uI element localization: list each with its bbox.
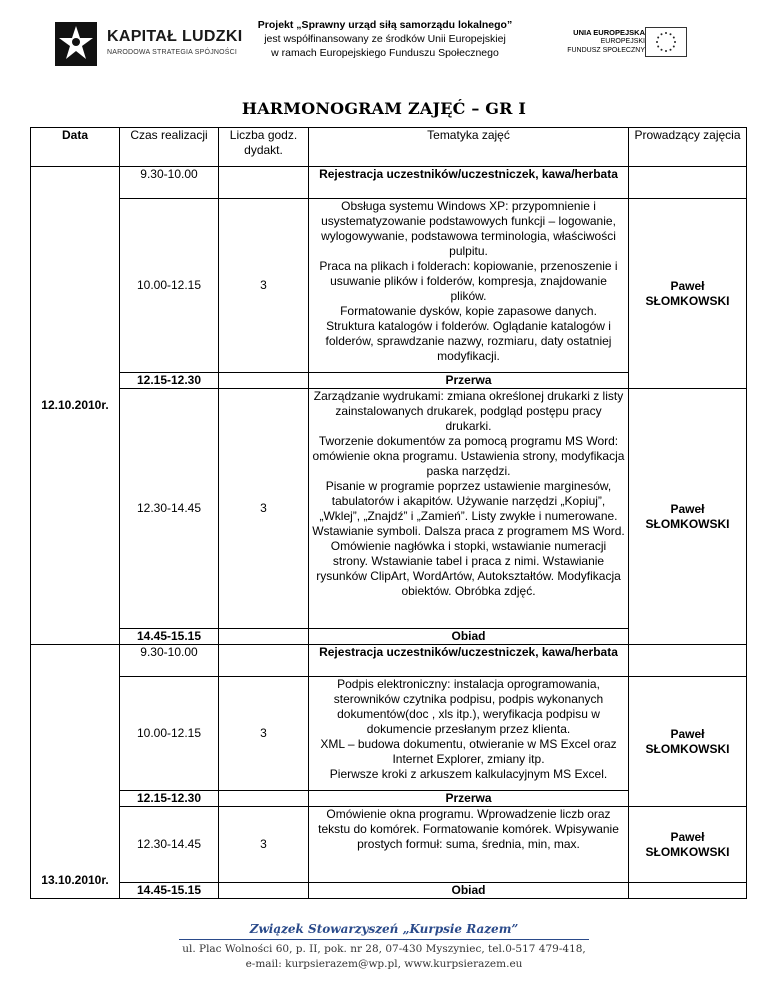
table-row <box>31 807 747 883</box>
project-line-2: jest współfinansowany ze środków Unii Europejskiej <box>264 33 506 45</box>
hours-cell: 3 <box>219 807 309 883</box>
time-cell: 10.00-12.15 <box>120 677 219 791</box>
instructor-cell: Paweł SŁOMKOWSKI <box>629 807 747 883</box>
header-czas: Czas realizacji <box>120 128 219 167</box>
table-row <box>31 677 747 791</box>
footer-organization: Związek Stowarzyszeń „Kurpsie Razem” <box>249 922 519 936</box>
footer-contact: e-mail: kurpsierazem@wp.pl, www.kurpsierazem.eu <box>245 958 523 970</box>
time-cell: 12.30-14.45 <box>120 389 219 629</box>
eu-line-1: UNIA EUROPEJSKA <box>573 28 645 37</box>
footer-divider <box>179 939 589 940</box>
time-cell: 9.30-10.00 <box>120 645 219 677</box>
project-name: Projekt „Sprawny urząd siłą samorządu lokalnego” <box>257 19 513 31</box>
page-title: HARMONOGRAM ZAJĘĆ – GR I <box>241 99 527 118</box>
project-info <box>240 18 530 60</box>
kapital-ludzki-title: KAPITAŁ LUDZKI <box>107 28 243 45</box>
instructor-cell: Paweł SŁOMKOWSKI <box>629 677 747 807</box>
kapital-ludzki-subtitle: NARODOWA STRATEGIA SPÓJNOŚCI <box>107 49 238 56</box>
hours-cell <box>219 883 309 899</box>
table-row <box>31 389 747 629</box>
topic-cell: Omówienie okna programu. Wprowadzenie liczb oraz tekstu do komórek. Formatowanie komórek. Wpisywanie prostych formuł: suma, średnia, min, max. <box>309 807 629 883</box>
table-row <box>31 199 747 373</box>
project-line-3: w ramach Europejskiego Funduszu Społecznego <box>271 47 499 59</box>
time-cell: 12.30-14.45 <box>120 807 219 883</box>
time-cell: 14.45-15.15 <box>120 629 219 645</box>
header-liczba-godz: Liczba godz. dydakt. <box>219 128 309 167</box>
hours-cell <box>219 645 309 677</box>
topic-cell: Obsługa systemu Windows XP: przypomnienie i usystematyzowanie podstawowych funkcji – logowanie, wylogowywanie, podstawowa terminologia, właściwości pulpitu. Praca na plikach i folderach: kopiowanie, przenoszenie i usuwanie plików i folderów, kompresja, znajdowanie plików. Formatowanie dysków, kopie zapasowe danych. Struktura katalogów i folderów. Oglądanie katalogów i folderów, sprawdzanie nazwy, rozmiaru, daty ostatniej modyfikacji. <box>309 199 629 373</box>
kapital-ludzki-logo <box>55 18 255 78</box>
eu-label <box>545 28 645 55</box>
table-row <box>31 167 747 199</box>
time-cell: 9.30-10.00 <box>120 167 219 199</box>
eu-line-2: EUROPEJSKI <box>600 38 645 45</box>
instructor-cell <box>629 167 747 199</box>
instructor-cell: Paweł SŁOMKOWSKI <box>629 389 747 645</box>
page-footer <box>0 922 768 972</box>
time-cell: 12.15-12.30 <box>120 791 219 807</box>
header-data: Data <box>31 128 120 167</box>
topic-cell: Przerwa <box>309 373 629 389</box>
topic-cell: Zarządzanie wydrukami: zmiana określonej drukarki z listy zainstalowanych drukarek, podgląd postępu pracy drukarki. Tworzenie dokumentów za pomocą programu MS Word: omówienie okna programu. Ustawienia strony, modyfikacja paska narzędzi. Pisanie w programie poprzez ustawienie marginesów, tabulatorów i akapitów. Używanie narzędzi „Kopiuj”, „Wklej”, „Znajdź” i „Zamień”. Listy zwykłe i numerowane. Wstawianie symboli. Dalsza praca z programem MS Word. Omówienie nagłówka i stopki, wstawianie numeracji strony. Wstawianie tabel i praca z nimi. Wstawianie rysunków ClipArt, WordArtów, Autokształtów. Modyfikacja obiektów. Obróbka zdjęć. <box>309 389 629 629</box>
date-cell: 13.10.2010r. <box>31 645 120 899</box>
topic-cell: Obiad <box>309 883 629 899</box>
topic-cell: Rejestracja uczestników/uczestniczek, kawa/herbata <box>309 167 629 199</box>
topic-cell: Podpis elektroniczny: instalacja oprogramowania, sterowników czytnika podpisu, podpis wykonanych dokumentów(doc , xls itp.), weryfikacja podpisu w dokumencie przesłanym przez klienta. XML – budowa dokumentu, otwieranie w MS Excel oraz Internet Explorer, zmiany itp. Pierwsze kroki z arkuszem kalkulacyjnym MS Excel. <box>309 677 629 791</box>
header-prowadzacy: Prowadzący zajęcia <box>629 128 747 167</box>
schedule-table <box>30 127 747 899</box>
hours-cell <box>219 791 309 807</box>
instructor-cell <box>629 883 747 899</box>
table-header-row <box>31 128 747 167</box>
table-row <box>31 883 747 899</box>
time-cell: 14.45-15.15 <box>120 883 219 899</box>
hours-cell <box>219 167 309 199</box>
date-cell: 12.10.2010r. <box>31 167 120 645</box>
instructor-cell <box>629 645 747 677</box>
hours-cell: 3 <box>219 389 309 629</box>
hours-cell <box>219 373 309 389</box>
eu-flag-icon <box>645 27 687 57</box>
time-cell: 10.00-12.15 <box>120 199 219 373</box>
footer-address: ul. Plac Wolności 60, p. II, pok. nr 28, 07-430 Myszyniec, tel.0-517 479-418, <box>182 943 586 955</box>
topic-cell: Obiad <box>309 629 629 645</box>
topic-cell: Rejestracja uczestników/uczestniczek, kawa/herbata <box>309 645 629 677</box>
hours-cell <box>219 629 309 645</box>
instructor-cell: Paweł SŁOMKOWSKI <box>629 199 747 389</box>
header-tematyka: Tematyka zajęć <box>309 128 629 167</box>
topic-cell: Przerwa <box>309 791 629 807</box>
hours-cell: 3 <box>219 677 309 791</box>
time-cell: 12.15-12.30 <box>120 373 219 389</box>
hours-cell: 3 <box>219 199 309 373</box>
kapital-ludzki-star-icon <box>55 22 97 66</box>
page-header <box>0 0 768 80</box>
eu-line-3: FUNDUSZ SPOŁECZNY <box>567 47 645 54</box>
table-row <box>31 645 747 677</box>
